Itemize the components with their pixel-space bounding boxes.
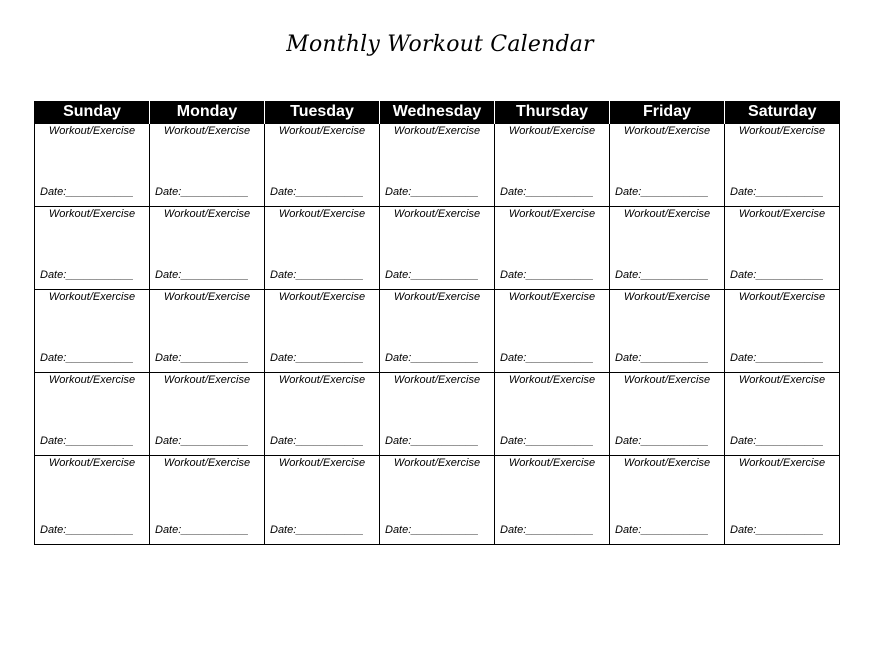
calendar-body xyxy=(35,124,840,545)
date-field[interactable]: Date:___________ xyxy=(40,352,134,364)
workout-exercise-label: Workout/Exercise xyxy=(278,374,366,386)
date-field[interactable]: Date:___________ xyxy=(500,524,594,536)
date-field[interactable]: Date:___________ xyxy=(155,435,249,447)
weekday-header-wednesday: Wednesday xyxy=(380,101,495,124)
date-field[interactable]: Date:___________ xyxy=(155,352,249,364)
date-field[interactable]: Date:___________ xyxy=(615,352,709,364)
weekday-header-thursday: Thursday xyxy=(495,101,610,124)
week-row xyxy=(35,373,840,456)
day-cell[interactable] xyxy=(725,373,840,456)
day-cell[interactable] xyxy=(610,124,725,207)
date-field[interactable]: Date:___________ xyxy=(270,524,364,536)
workout-exercise-label: Workout/Exercise xyxy=(48,125,136,137)
workout-exercise-label: Workout/Exercise xyxy=(163,125,251,137)
workout-exercise-label: Workout/Exercise xyxy=(623,291,711,303)
date-field[interactable]: Date:___________ xyxy=(730,186,824,198)
day-cell[interactable] xyxy=(725,456,840,545)
workout-exercise-label: Workout/Exercise xyxy=(738,125,826,137)
day-cell[interactable] xyxy=(495,207,610,290)
workout-exercise-label: Workout/Exercise xyxy=(278,457,366,469)
day-cell[interactable] xyxy=(495,124,610,207)
workout-exercise-label: Workout/Exercise xyxy=(163,208,251,220)
date-field[interactable]: Date:___________ xyxy=(270,186,364,198)
day-cell[interactable] xyxy=(725,124,840,207)
workout-exercise-label: Workout/Exercise xyxy=(738,374,826,386)
workout-exercise-label: Workout/Exercise xyxy=(508,125,596,137)
date-field[interactable]: Date:___________ xyxy=(155,269,249,281)
day-cell[interactable] xyxy=(380,290,495,373)
date-field[interactable]: Date:___________ xyxy=(385,524,479,536)
date-field[interactable]: Date:___________ xyxy=(730,269,824,281)
day-cell[interactable] xyxy=(380,124,495,207)
date-field[interactable]: Date:___________ xyxy=(40,435,134,447)
date-field[interactable]: Date:___________ xyxy=(615,186,709,198)
date-field[interactable]: Date:___________ xyxy=(385,352,479,364)
date-field[interactable]: Date:___________ xyxy=(385,435,479,447)
day-cell[interactable] xyxy=(265,373,380,456)
day-cell[interactable] xyxy=(610,373,725,456)
date-field[interactable]: Date:___________ xyxy=(500,186,594,198)
day-cell[interactable] xyxy=(265,456,380,545)
day-cell[interactable] xyxy=(380,456,495,545)
workout-exercise-label: Workout/Exercise xyxy=(508,208,596,220)
workout-exercise-label: Workout/Exercise xyxy=(278,291,366,303)
workout-exercise-label: Workout/Exercise xyxy=(738,291,826,303)
workout-exercise-label: Workout/Exercise xyxy=(393,208,481,220)
workout-exercise-label: Workout/Exercise xyxy=(393,125,481,137)
day-cell[interactable] xyxy=(35,456,150,545)
workout-exercise-label: Workout/Exercise xyxy=(48,208,136,220)
workout-exercise-label: Workout/Exercise xyxy=(738,208,826,220)
workout-exercise-label: Workout/Exercise xyxy=(508,457,596,469)
calendar-grid xyxy=(34,101,840,545)
workout-exercise-label: Workout/Exercise xyxy=(393,291,481,303)
day-cell[interactable] xyxy=(150,290,265,373)
workout-exercise-label: Workout/Exercise xyxy=(163,457,251,469)
date-field[interactable]: Date:___________ xyxy=(615,269,709,281)
workout-exercise-label: Workout/Exercise xyxy=(48,291,136,303)
weekday-header-monday: Monday xyxy=(150,101,265,124)
day-cell[interactable] xyxy=(380,207,495,290)
workout-exercise-label: Workout/Exercise xyxy=(163,374,251,386)
date-field[interactable]: Date:___________ xyxy=(385,186,479,198)
day-cell[interactable] xyxy=(610,290,725,373)
date-field[interactable]: Date:___________ xyxy=(730,435,824,447)
day-cell[interactable] xyxy=(265,207,380,290)
weekday-header-saturday: Saturday xyxy=(725,101,840,124)
date-field[interactable]: Date:___________ xyxy=(155,186,249,198)
workout-exercise-label: Workout/Exercise xyxy=(163,291,251,303)
date-field[interactable]: Date:___________ xyxy=(615,524,709,536)
workout-exercise-label: Workout/Exercise xyxy=(623,208,711,220)
date-field[interactable]: Date:___________ xyxy=(500,269,594,281)
day-cell[interactable] xyxy=(380,373,495,456)
date-field[interactable]: Date:___________ xyxy=(270,269,364,281)
date-field[interactable]: Date:___________ xyxy=(385,269,479,281)
workout-exercise-label: Workout/Exercise xyxy=(393,374,481,386)
workout-exercise-label: Workout/Exercise xyxy=(278,125,366,137)
date-field[interactable]: Date:___________ xyxy=(40,524,134,536)
workout-exercise-label: Workout/Exercise xyxy=(623,125,711,137)
day-cell[interactable] xyxy=(35,124,150,207)
week-row xyxy=(35,456,840,545)
date-field[interactable]: Date:___________ xyxy=(730,524,824,536)
day-cell[interactable] xyxy=(495,373,610,456)
workout-exercise-label: Workout/Exercise xyxy=(623,374,711,386)
day-cell[interactable] xyxy=(495,456,610,545)
workout-exercise-label: Workout/Exercise xyxy=(278,208,366,220)
day-cell[interactable] xyxy=(35,207,150,290)
week-row xyxy=(35,124,840,207)
page-title: Monthly Workout Calendar xyxy=(286,32,594,57)
day-cell[interactable] xyxy=(610,456,725,545)
day-cell[interactable] xyxy=(35,290,150,373)
date-field[interactable]: Date:___________ xyxy=(500,352,594,364)
workout-exercise-label: Workout/Exercise xyxy=(48,374,136,386)
date-field[interactable]: Date:___________ xyxy=(500,435,594,447)
date-field[interactable]: Date:___________ xyxy=(615,435,709,447)
day-cell[interactable] xyxy=(265,124,380,207)
week-row xyxy=(35,207,840,290)
date-field[interactable]: Date:___________ xyxy=(270,352,364,364)
weekday-header-sunday: Sunday xyxy=(35,101,150,124)
date-field[interactable]: Date:___________ xyxy=(40,269,134,281)
weekday-header-tuesday: Tuesday xyxy=(265,101,380,124)
day-cell[interactable] xyxy=(265,290,380,373)
workout-exercise-label: Workout/Exercise xyxy=(393,457,481,469)
day-cell[interactable] xyxy=(150,456,265,545)
day-cell[interactable] xyxy=(35,373,150,456)
weekday-header-row xyxy=(35,101,840,124)
date-field[interactable]: Date:___________ xyxy=(270,435,364,447)
workout-exercise-label: Workout/Exercise xyxy=(623,457,711,469)
date-field[interactable]: Date:___________ xyxy=(40,186,134,198)
workout-exercise-label: Workout/Exercise xyxy=(738,457,826,469)
workout-exercise-label: Workout/Exercise xyxy=(508,291,596,303)
day-cell[interactable] xyxy=(150,373,265,456)
day-cell[interactable] xyxy=(725,207,840,290)
week-row xyxy=(35,290,840,373)
workout-exercise-label: Workout/Exercise xyxy=(508,374,596,386)
date-field[interactable]: Date:___________ xyxy=(730,352,824,364)
day-cell[interactable] xyxy=(150,124,265,207)
day-cell[interactable] xyxy=(150,207,265,290)
weekday-header-friday: Friday xyxy=(610,101,725,124)
day-cell[interactable] xyxy=(610,207,725,290)
day-cell[interactable] xyxy=(725,290,840,373)
date-field[interactable]: Date:___________ xyxy=(155,524,249,536)
day-cell[interactable] xyxy=(495,290,610,373)
workout-exercise-label: Workout/Exercise xyxy=(48,457,136,469)
